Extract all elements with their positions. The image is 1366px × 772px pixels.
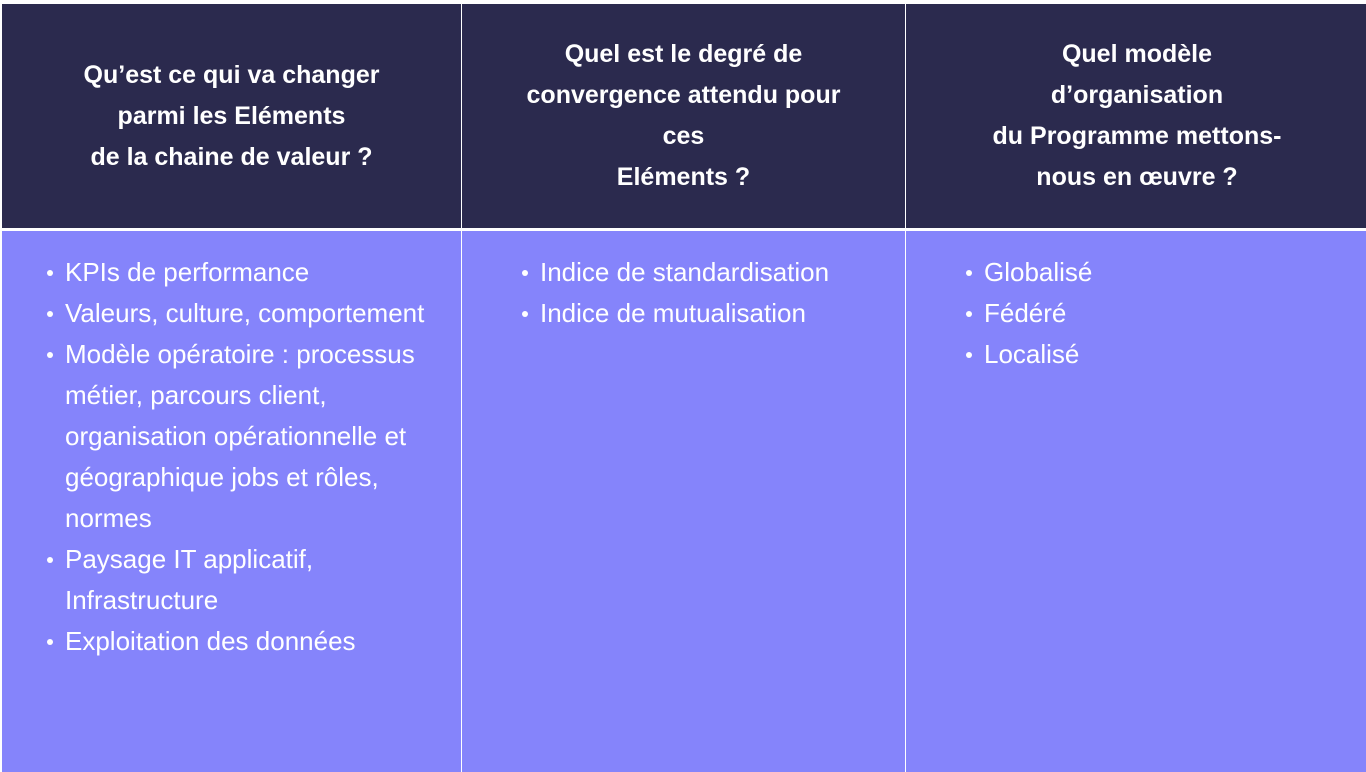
body-cell-convergence	[462, 231, 905, 772]
bullet-list-convergence	[518, 252, 895, 334]
list-item: Valeurs, culture, comportement	[43, 293, 433, 334]
body-cell-organisation	[906, 231, 1366, 772]
list-item: Indice de mutualisation	[518, 293, 895, 334]
list-item: Globalisé	[962, 252, 1358, 293]
list-item: Exploitation des données	[43, 621, 433, 662]
list-item: Fédéré	[962, 293, 1358, 334]
list-item: KPIs de performance	[43, 252, 433, 293]
list-item: Paysage IT applicatif, Infrastructure	[43, 539, 433, 621]
bullet-list-change	[43, 252, 433, 662]
body-cell-change	[2, 231, 461, 772]
list-item: Modèle opératoire : processus métier, parcours client, organisation opérationnelle et géographique jobs et rôles, normes	[43, 334, 433, 539]
header-cell-organisation: Quel modèle d’organisation du Programme mettons- nous en œuvre ?	[906, 4, 1366, 228]
header-cell-convergence: Quel est le degré de convergence attendu pour ces Eléments ?	[462, 4, 905, 228]
list-item: Localisé	[962, 334, 1358, 375]
header-cell-change: Qu’est ce qui va changer parmi les Eléments de la chaine de valeur ?	[2, 4, 461, 228]
list-item: Indice de standardisation	[518, 252, 895, 293]
bullet-list-organisation	[962, 252, 1358, 375]
